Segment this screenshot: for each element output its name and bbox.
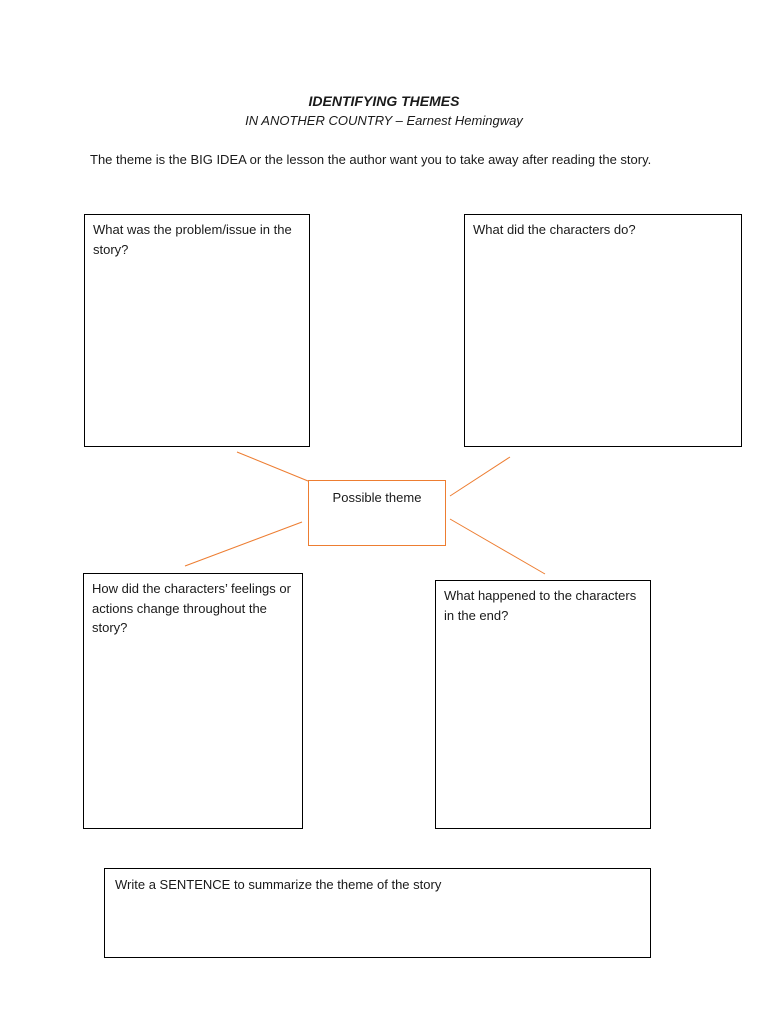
possible-theme-box[interactable] (308, 480, 446, 546)
connector-line-actions (450, 457, 510, 496)
worksheet-subtitle: IN ANOTHER COUNTRY – Earnest Hemingway (245, 113, 523, 128)
connector-line-problem (237, 452, 308, 481)
character-change-box[interactable] (83, 573, 303, 829)
problem-issue-prompt: What was the problem/issue in the story? (93, 222, 292, 257)
story-ending-prompt: What happened to the characters in the end? (444, 588, 637, 623)
intro-text: The theme is the BIG IDEA or the lesson the author want you to take away after reading the story. (90, 152, 652, 167)
character-actions-box[interactable] (464, 214, 742, 447)
problem-issue-box[interactable] (84, 214, 310, 447)
connector-line-end (450, 519, 545, 574)
theme-summary-prompt: Write a SENTENCE to summarize the theme of the story (115, 877, 442, 892)
connector-line-change (185, 522, 302, 566)
theme-summary-box[interactable] (104, 868, 651, 958)
possible-theme-label: Possible theme (332, 490, 422, 505)
story-ending-box[interactable] (435, 580, 651, 829)
worksheet-title: IDENTIFYING THEMES (308, 93, 460, 109)
character-change-prompt: How did the characters’ feelings or actions change throughout the story? (92, 581, 291, 635)
character-actions-prompt: What did the characters do? (473, 222, 636, 237)
